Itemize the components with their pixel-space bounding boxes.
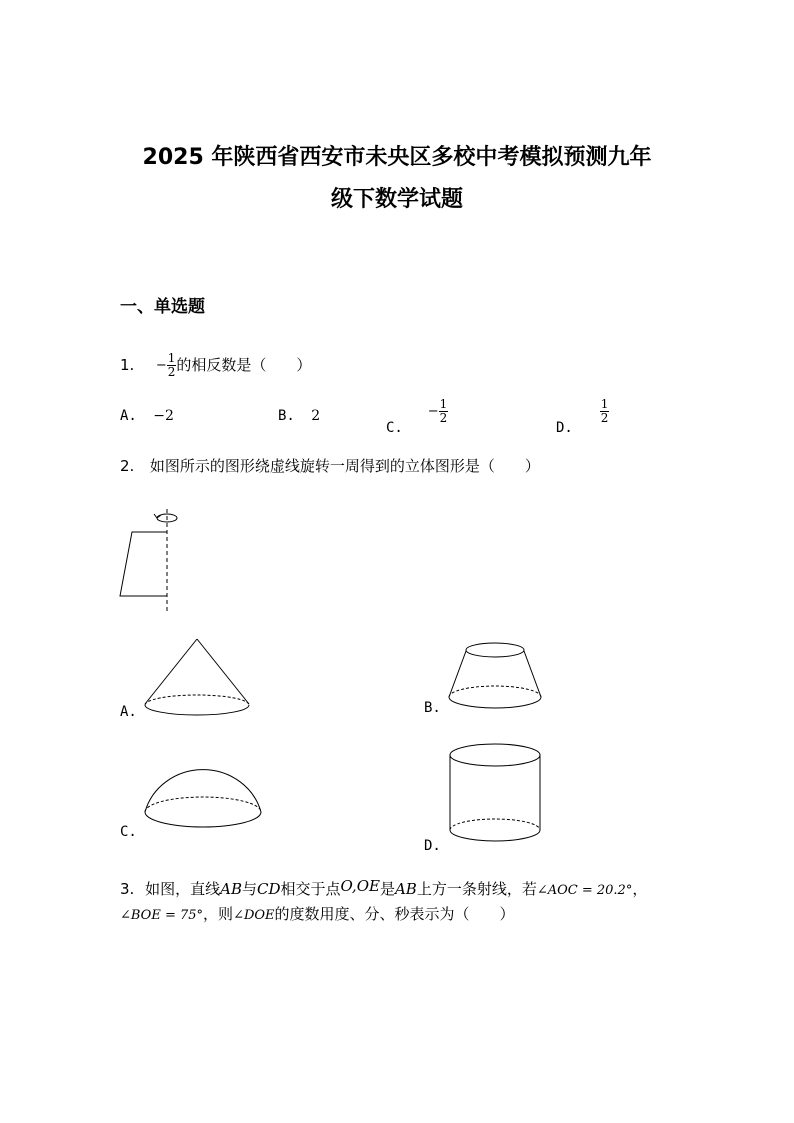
q1-option-a-label: A. bbox=[120, 408, 137, 424]
question-1 bbox=[120, 352, 311, 379]
q2-trapezoid-figure bbox=[110, 505, 190, 615]
q2-option-c-label[interactable]: C. bbox=[120, 824, 137, 840]
document-title-line2: 级下数学试题 bbox=[330, 187, 463, 212]
question-1-fraction: $\frac{1}{2}$ bbox=[167, 351, 176, 379]
question-1-text: 的相反数是（ ） bbox=[176, 356, 312, 374]
q2-option-c-hemisphere-figure[interactable] bbox=[140, 750, 270, 840]
q1-option-a-value: −2 bbox=[153, 408, 174, 424]
q2-option-d-cylinder-figure[interactable] bbox=[445, 740, 550, 855]
q1-option-d[interactable] bbox=[556, 397, 609, 436]
q2-option-a-cone-figure[interactable] bbox=[140, 635, 260, 720]
q1-option-d-label: D. bbox=[556, 419, 573, 436]
q3-text-5: 上方一条射线，若 bbox=[416, 880, 537, 898]
question-1-minus-sign: − bbox=[155, 358, 167, 373]
q1-option-c[interactable] bbox=[386, 397, 448, 436]
q1-option-c-minus-sign: − bbox=[427, 404, 439, 419]
q3-angle-aoc: ∠AOC = 20.2° bbox=[536, 883, 633, 898]
q2-option-b-frustum-figure[interactable] bbox=[445, 640, 550, 715]
q1-option-b[interactable] bbox=[278, 408, 320, 424]
question-3-line1 bbox=[120, 878, 647, 899]
q3-text-6: ， bbox=[632, 880, 648, 898]
q3-text-1: 如图，直线 bbox=[145, 880, 221, 898]
q3-text-3: 相交于点 bbox=[280, 880, 341, 898]
question-3-number: 3. bbox=[120, 880, 135, 898]
q3-angle-boe: ∠BOE = 75° bbox=[120, 908, 204, 923]
question-2-number: 2. bbox=[120, 457, 135, 475]
q3-segment-cd: CD bbox=[256, 880, 281, 898]
q1-option-c-fraction: $\frac{1}{2}$ bbox=[439, 397, 448, 425]
q1-option-c-label: C. bbox=[386, 419, 403, 436]
q2-option-d-label[interactable]: D. bbox=[424, 838, 441, 854]
q3-angle-doe: ∠DOE bbox=[233, 908, 275, 923]
q3-text-7: ，则 bbox=[203, 905, 234, 923]
q1-option-d-fraction: $\frac{1}{2}$ bbox=[600, 397, 609, 425]
q3-text-8: 的度数用度、分、秒表示为（ ） bbox=[274, 905, 515, 923]
q1-option-a[interactable] bbox=[120, 408, 174, 424]
q3-text-4: 是 bbox=[379, 880, 395, 898]
q3-point-o-ray-oe: O,OE bbox=[340, 877, 380, 895]
q3-segment-ab-2: AB bbox=[394, 880, 417, 898]
q2-option-b-label[interactable]: B. bbox=[424, 700, 441, 716]
trapezoid-shape bbox=[120, 532, 167, 596]
q1-option-b-label: B. bbox=[278, 408, 295, 424]
question-2-text: 如图所示的图形绕虚线旋转一周得到的立体图形是（ ） bbox=[149, 457, 540, 475]
document-title-line1: 2025 年陕西省西安市未央区多校中考模拟预测九年 bbox=[142, 145, 652, 170]
question-3-line2 bbox=[120, 903, 515, 924]
question-2 bbox=[120, 455, 540, 476]
question-1-number: 1. bbox=[120, 356, 135, 374]
q1-option-b-value: 2 bbox=[311, 408, 321, 424]
q2-option-a-label[interactable]: A. bbox=[120, 704, 137, 720]
q3-text-2: 与 bbox=[241, 880, 257, 898]
q3-segment-ab: AB bbox=[220, 880, 242, 898]
section-heading: 一、单选题 bbox=[120, 297, 205, 317]
